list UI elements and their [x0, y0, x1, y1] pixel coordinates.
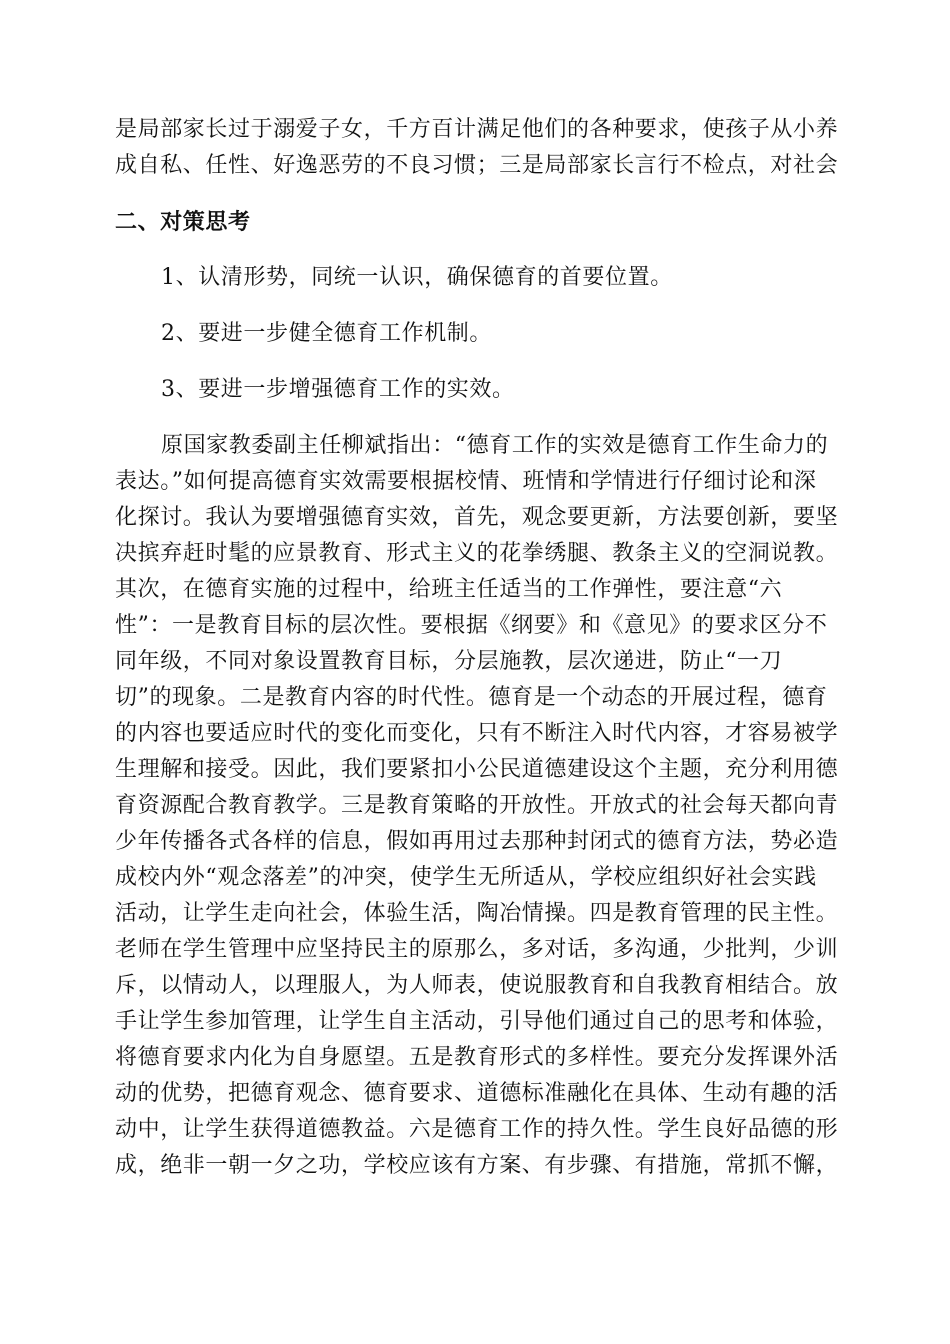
- list-item-1: 1、认清形势，同统一认识，确保德育的首要位置。: [161, 265, 673, 290]
- intro-line-2: 成自私、任性、好逸恶劳的不良习惯；三是局部家长言行不检点，对社会: [115, 153, 839, 178]
- paragraph-line: 切”的现象。二是教育内容的时代性。德育是一个动态的开展过程，德育: [115, 685, 828, 710]
- intro-line-1: 是局部家长过于溺爱子女，千方百计满足他们的各种要求，使孩子从小养: [115, 117, 839, 142]
- paragraph-line: 表达。”如何提高德育实效需要根据校情、班情和学情进行仔细讨论和深: [115, 469, 817, 494]
- paragraph-line: 斥，以情动人，以理服人，为人师表，使说服教育和自我教育相结合。放: [115, 973, 839, 998]
- section-heading: 二、对策思考: [115, 209, 251, 235]
- paragraph-line: 生理解和接受。因此，我们要紧扣小公民道德建设这个主题，充分利用德: [115, 757, 839, 782]
- paragraph-line: 动的优势，把德育观念、德育要求、道德标准融化在具体、生动有趣的活: [115, 1081, 839, 1106]
- paragraph-line: 性”：一是教育目标的层次性。要根据《纲要》和《意见》的要求区分不: [115, 613, 828, 638]
- paragraph-line: 少年传播各式各样的信息，假如再用过去那种封闭式的德育方法，势必造: [115, 829, 839, 854]
- paragraph-line: 成校内外“观念落差”的冲突，使学生无所适从，学校应组织好社会实践: [115, 865, 817, 890]
- strategy-list: [115, 260, 837, 408]
- paragraph-line: 将德育要求内化为自身愿望。五是教育形式的多样性。要充分发挥课外活: [115, 1045, 839, 1070]
- paragraph-line: 的内容也要适应时代的变化而变化，只有不断注入时代内容，才容易被学: [115, 721, 839, 746]
- paragraph-line: 决摈弃赶时髦的应景教育、形式主义的花拳绣腿、教条主义的空洞说教。: [115, 541, 839, 566]
- paragraph-line: 老师在学生管理中应坚持民主的原那么，多对话，多沟通，少批判，少训: [115, 937, 839, 962]
- paragraph-line: 活动，让学生走向社会，体验生活，陶冶情操。四是教育管理的民主性。: [115, 901, 839, 926]
- paragraph-line: 化探讨。我认为要增强德育实效，首先，观念要更新，方法要创新，要坚: [115, 505, 839, 530]
- paragraph-line: 育资源配合教育教学。三是教育策略的开放性。开放式的社会每天都向青: [115, 793, 839, 818]
- paragraph-line: 原国家教委副主任柳斌指出：“德育工作的实效是德育工作生命力的: [161, 433, 829, 458]
- paragraph-line: 其次，在德育实施的过程中，给班主任适当的工作弹性，要注意“六: [115, 577, 783, 602]
- intro-text: [115, 112, 837, 184]
- list-item-3: 3、要进一步增强德育工作的实效。: [161, 377, 515, 402]
- paragraph-line: 同年级，不同对象设置教育目标，分层施教，层次递进，防止“一刀: [115, 649, 783, 674]
- body-paragraph: [115, 428, 837, 1184]
- paragraph-line: 手让学生参加管理，让学生自主活动，引导他们通过自己的思考和体验，: [115, 1009, 839, 1034]
- paragraph-line: 动中，让学生获得道德教益。六是德育工作的持久性。学生良好品德的形: [115, 1117, 839, 1142]
- paragraph-line: 成，绝非一朝一夕之功，学校应该有方案、有步骤、有措施，常抓不懈，: [115, 1153, 839, 1178]
- list-item-2: 2、要进一步健全德育工作机制。: [161, 321, 492, 346]
- document-page: [115, 112, 837, 1184]
